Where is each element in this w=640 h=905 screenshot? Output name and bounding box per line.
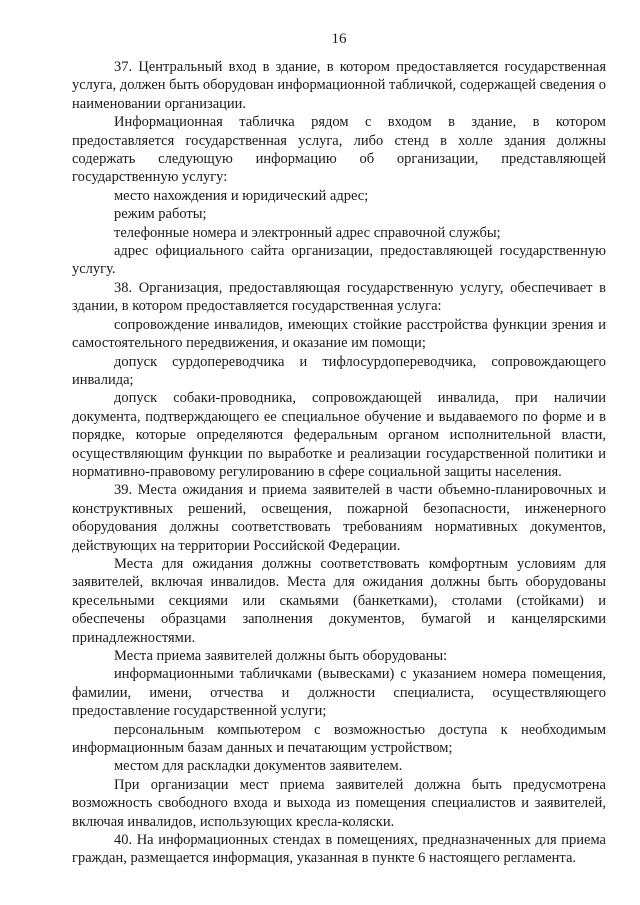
list-item-website: адрес официального сайта организации, предоставляющей государственную услугу. xyxy=(72,243,606,278)
paragraph-info-sign: Информационная табличка рядом с входом в здание, в котором предоставляется государственная услуга, либо стенд в холле здания должны содержать следующую информацию об организации, представляющей государственную услугу: xyxy=(72,114,606,186)
page-number: 16 xyxy=(331,31,347,47)
paragraph-reception-equipment: Места приема заявителей должны быть оборудованы: xyxy=(114,648,448,664)
paragraph-waiting-areas: Места для ожидания должны соответствовать комфортным условиям для заявителей, включая инвалидов. Места для ожидания должны быть оборудованы кресельными секциями или скамьями (банкетками), столами (стойками) и обеспечены образцами заполнения документов, бумагой и канцелярскими принадлежностями. xyxy=(72,555,606,646)
paragraph-37: 37. Центральный вход в здание, в котором предоставляется государственная услуга, должен быть оборудован информационной табличкой, содержащей сведения о наименовании организации. xyxy=(72,59,606,112)
list-item-location: место нахождения и юридический адрес; xyxy=(114,187,369,204)
list-item-schedule: режим работы; xyxy=(114,206,207,223)
list-item-signs: информационными табличками (вывесками) с указанием номера помещения, фамилии, имени, отчества и должности специалиста, осуществляющего предоставление государственной услуги; xyxy=(72,666,606,720)
list-item-escort: сопровождение инвалидов, имеющих стойкие расстройства функции зрения и самостоятельного передвижения, и оказание им помощи; xyxy=(72,316,606,352)
paragraph-40: 40. На информационных стендах в помещениях, предназначенных для приема граждан, размещается информация, указанная в пункте 6 настоящего регламента. xyxy=(72,832,606,867)
paragraph-38: 38. Организация, предоставляющая государственную услугу, обеспечивает в здании, в котором предоставляется государственная услуга: xyxy=(72,279,606,315)
list-item-interpreter: допуск сурдопереводчика и тифлосурдопереводчика, сопровождающего инвалида; xyxy=(72,353,606,388)
paragraph-accessibility: При организации мест приема заявителей должна быть предусмотрена возможность свободного входа и выхода из помещения специалистов и заявителей, включая инвалидов, использующих кресла-коляски. xyxy=(72,776,606,830)
list-item-document-space: местом для раскладки документов заявителем. xyxy=(114,758,403,775)
list-item-computer: персональным компьютером с возможностью доступа к необходимым информационным базам данных и печатающим устройством; xyxy=(72,721,606,757)
list-item-phones: телефонные номера и электронный адрес справочной службы; xyxy=(114,224,501,241)
document-body xyxy=(72,58,606,868)
list-item-guide-dog: допуск собаки-проводника, сопровождающей инвалида, при наличии документа, подтверждающего ее специальное обучение и выдаваемого по форме и в порядке, которые определяются федеральным органом исполнительной власти, осуществляющим функции по выработке и реализации государственной политики и нормативно-правовому регулированию в сфере социальной защиты населения. xyxy=(72,390,606,480)
paragraph-39: 39. Места ожидания и приема заявителей в части объемно-планировочных и конструктивных решений, освещения, пожарной безопасности, инженерного оборудования должны соответствовать требованиям нормативных документов, действующих на территории Российской Федерации. xyxy=(72,482,606,554)
